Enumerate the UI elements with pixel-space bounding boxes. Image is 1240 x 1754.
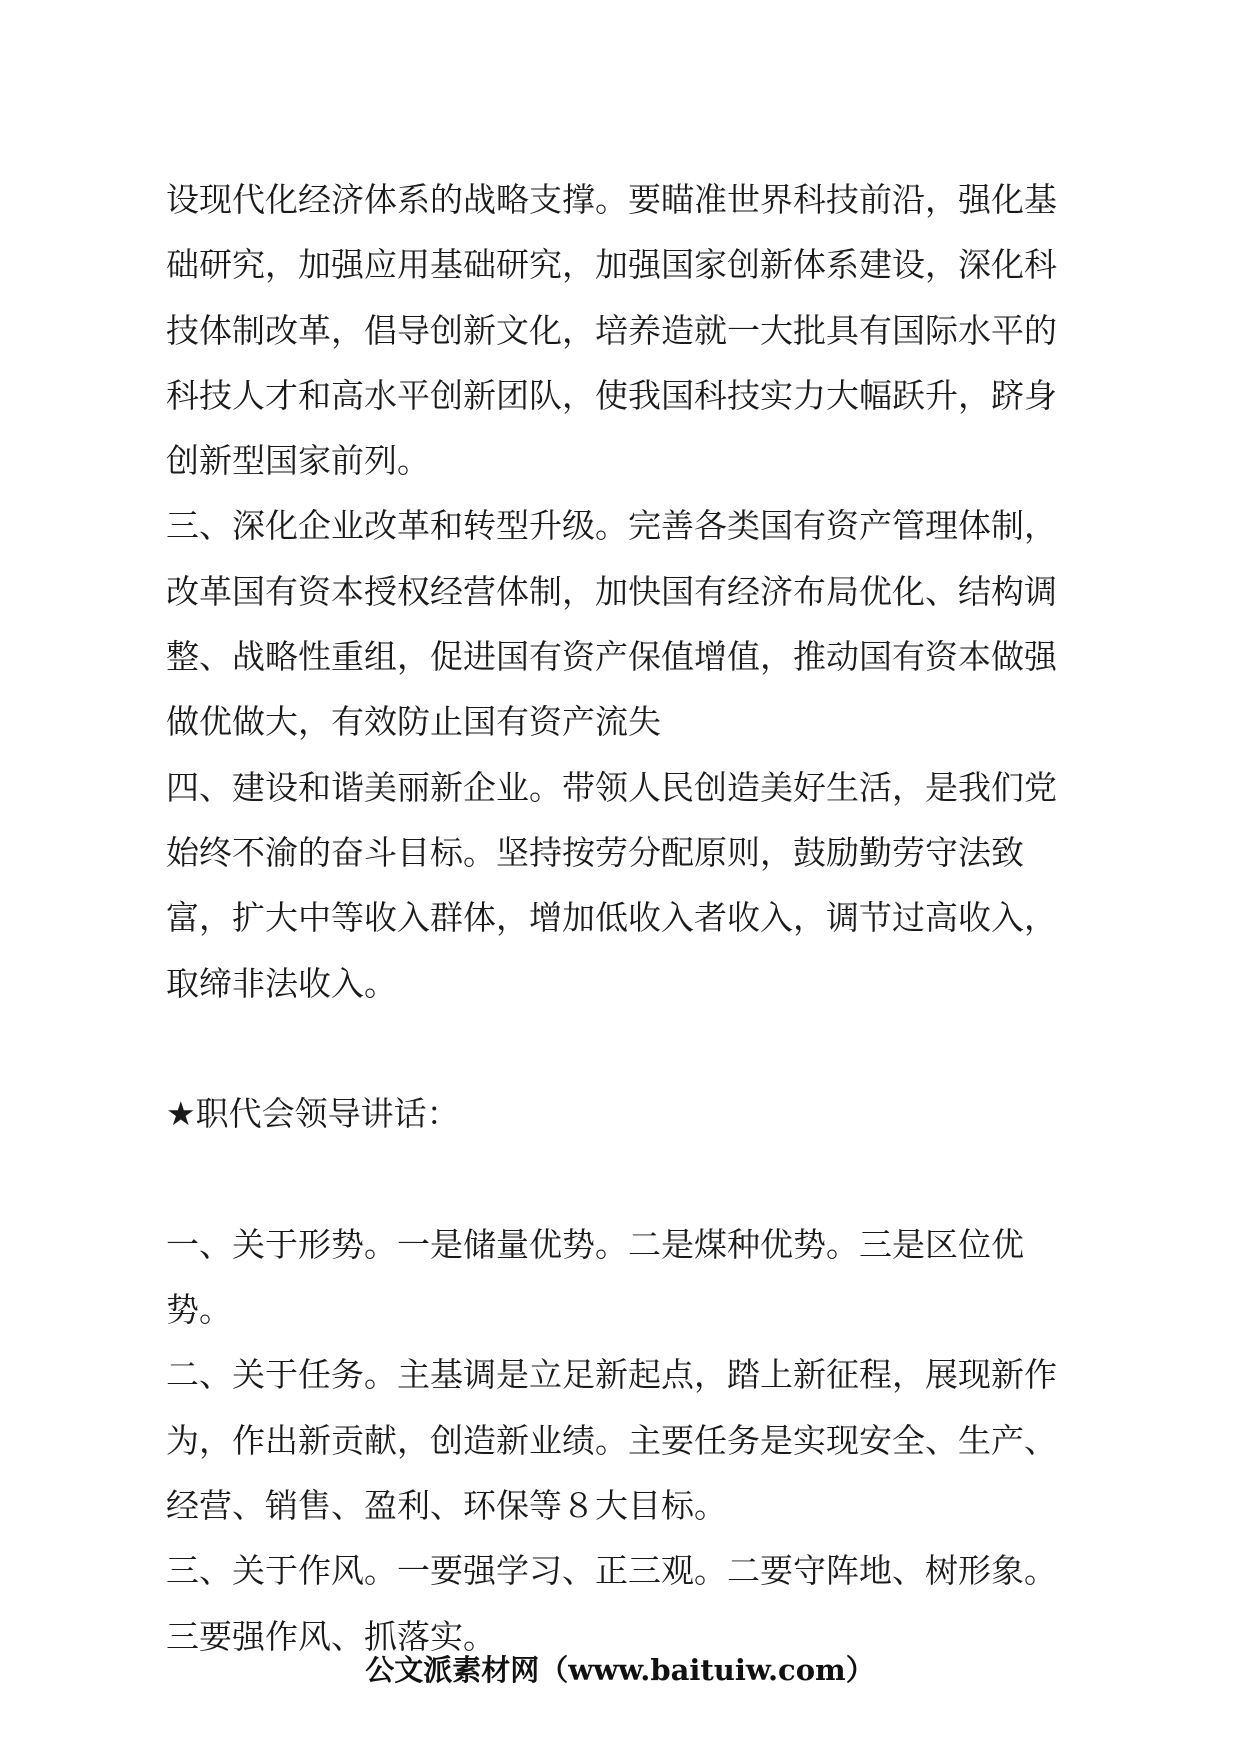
speech-item: 三、关于作风。一要强学习、正三观。二要守阵地、树形象。三要强作风、抓落实。 (166, 1551, 1057, 1656)
paragraph-gap (166, 1146, 1081, 1211)
speech-item: 一、关于形势。一是储量优势。二是煤种优势。三是区位优势。 (166, 1224, 1024, 1330)
speech-item: 二、关于任务。主基调是立足新起点，踏上新征程，展现新作为，作出新贡献，创造新业绩。主要任务是实现安全、生产、经营、销售、盈利、环保等８大目标。 (166, 1355, 1057, 1525)
body-paragraph: 三、深化企业改革和转型升级。完善各类国有资产管理体制，改革国有资本授权经营体制，加快国有经济布局优化、结构调整、战略性重组，促进国有资产保值增值，推动国有资本做强做优做大，有效防止国有资产流失 (166, 506, 1057, 742)
body-paragraph: 四、建设和谐美丽新企业。带领人民创造美好生活，是我们党始终不渝的奋斗目标。坚持按劳分配原则，鼓励勤劳守法致富，扩大中等收入群体，增加低收入者收入，调节过高收入，取缔非法收入。 (166, 767, 1057, 1003)
source-footer: 公文派素材网（www.baituiw.com） (365, 1653, 875, 1687)
paragraph-gap (166, 1016, 1081, 1081)
section-heading: ★职代会领导讲话： (166, 1094, 460, 1134)
document-body (166, 167, 1081, 1669)
body-paragraph: 设现代化经济体系的战略支撑。要瞄准世界科技前沿，强化基础研究，加强应用基础研究，加强国家创新体系建设，深化科技体制改革，倡导创新文化，培养造就一大批具有国际水平的科技人才和高水平创新团队，使我国科技实力大幅跃升，跻身创新型国家前列。 (166, 180, 1057, 481)
